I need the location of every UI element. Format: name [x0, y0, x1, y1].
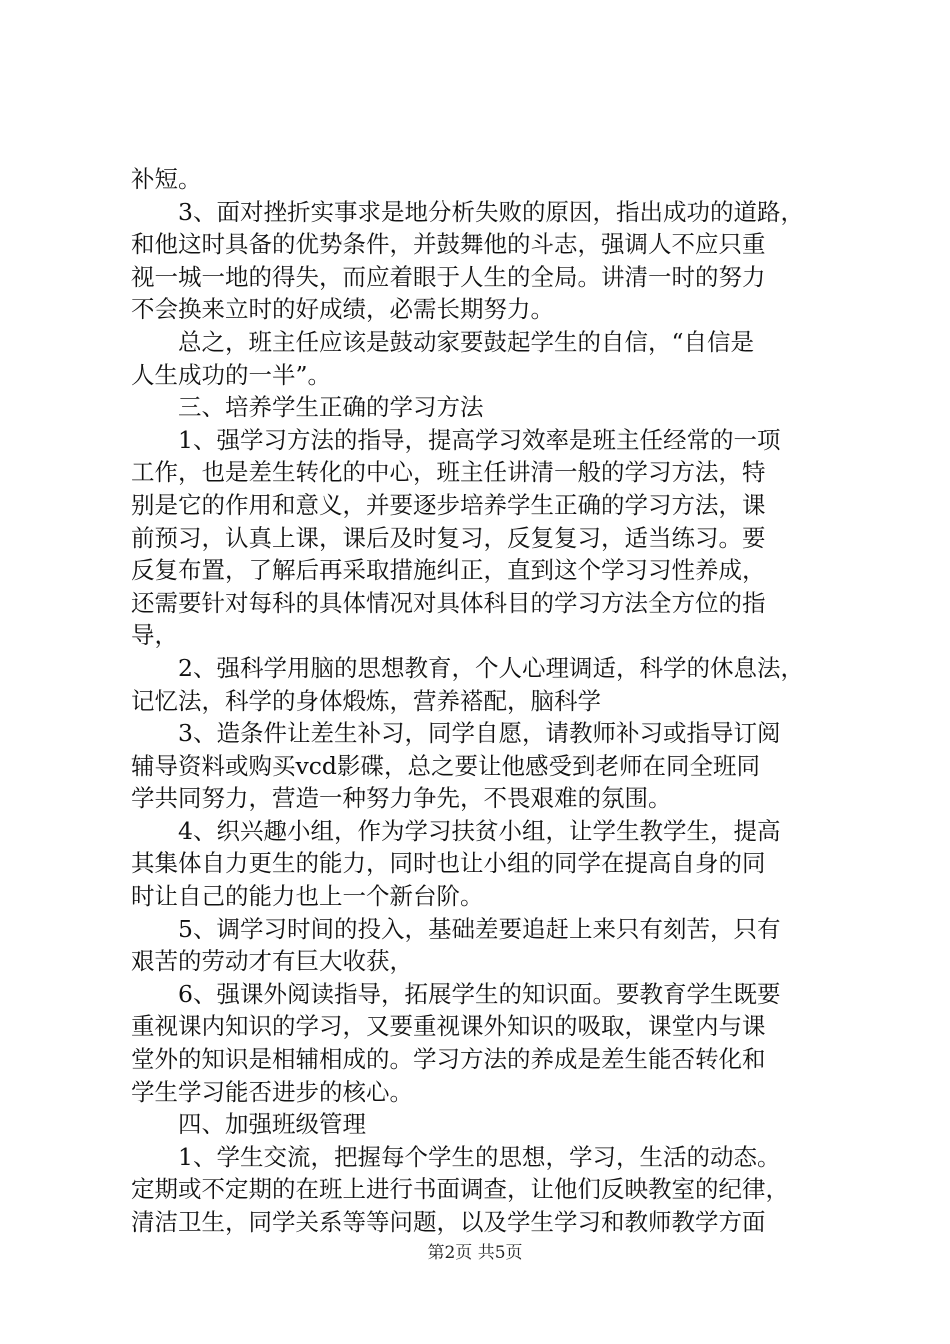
text-line: 重视课内知识的学习，又要重视课外知识的吸取，课堂内与课 [131, 1012, 766, 1041]
text-line: 艰苦的劳动才有巨大收获， [131, 947, 413, 976]
text-line: 不会换来立时的好成绩，必需长期努力。 [131, 295, 554, 324]
text-line: 工作，也是差生转化的中心，班主任讲清一般的学习方法，特 [131, 458, 766, 487]
text-line: 清洁卫生，同学关系等等问题，以及学生学习和教师教学方面 [131, 1208, 766, 1236]
text-line: 4、织兴趣小组，作为学习扶贫小组，让学生教学生，提高 [178, 816, 781, 845]
text-line: 视一城一地的得失，而应着眼于人生的全局。讲清一时的努力 [131, 262, 766, 291]
text-line: 其集体自力更生的能力，同时也让小组的同学在提高自身的同 [131, 849, 766, 878]
text-line: 辅导资料或购买vcd影碟，总之要让他感受到老师在同全班同 [131, 751, 760, 780]
text-line: 反复布置，了解后再采取措施纠正，直到这个学习习性养成， [131, 556, 766, 585]
text-line: 导， [131, 621, 178, 650]
text-line: 别是它的作用和意义，并要逐步培养学生正确的学习方法，课 [131, 490, 766, 519]
text-line: 5、调学习时间的投入，基础差要追赶上来只有刻苦，只有 [178, 914, 781, 943]
text-line: 定期或不定期的在班上进行书面调查，让他们反映教室的纪律， [131, 1175, 789, 1204]
text-line: 1、学生交流，把握每个学生的思想，学习，生活的动态。 [178, 1142, 781, 1171]
text-line: 还需要针对每科的具体情况对具体科目的学习方法全方位的指 [131, 588, 766, 617]
text-line: 3、面对挫折实事求是地分析失败的原因，指出成功的道路， [178, 197, 804, 226]
text-line: 和他这时具备的优势条件，并鼓舞他的斗志，强调人不应只重 [131, 230, 766, 259]
text-line: 1、强学习方法的指导，提高学习效率是班主任经常的一项 [178, 425, 781, 454]
text-line: 学共同努力，营造一种努力争先，不畏艰难的氛围。 [131, 784, 672, 813]
page-number-footer: 第2页 共5页 [427, 1243, 523, 1263]
text-line: 记忆法，科学的身体煅炼，营养褡配，脑科学 [131, 686, 601, 715]
text-line: 2、强科学用脑的思想教育，个人心理调适，科学的休息法， [178, 653, 804, 682]
text-line: 6、强课外阅读指导，拓展学生的知识面。要教育学生既要 [178, 979, 781, 1008]
document-body [131, 163, 831, 1239]
text-line: 总之，班主任应该是鼓动家要鼓起学生的自信，“自信是 [178, 327, 755, 356]
text-line: 时让自己的能力也上一个新台阶。 [131, 882, 484, 911]
text-line: 堂外的知识是相辅相成的。学习方法的养成是差生能否转化和 [131, 1045, 766, 1074]
text-line: 学生学习能否进步的核心。 [131, 1077, 413, 1106]
section-heading: 三、培养学生正确的学习方法 [178, 393, 484, 422]
text-line: 前预习，认真上课，课后及时复习，反复复习，适当练习。要 [131, 523, 766, 552]
text-line: 人生成功的一半”。 [131, 360, 332, 389]
text-line: 3、造条件让差生补习，同学自愿，请教师补习或指导订阅 [178, 719, 781, 748]
text-line: 补短。 [131, 165, 202, 193]
section-heading: 四、加强班级管理 [178, 1110, 366, 1139]
